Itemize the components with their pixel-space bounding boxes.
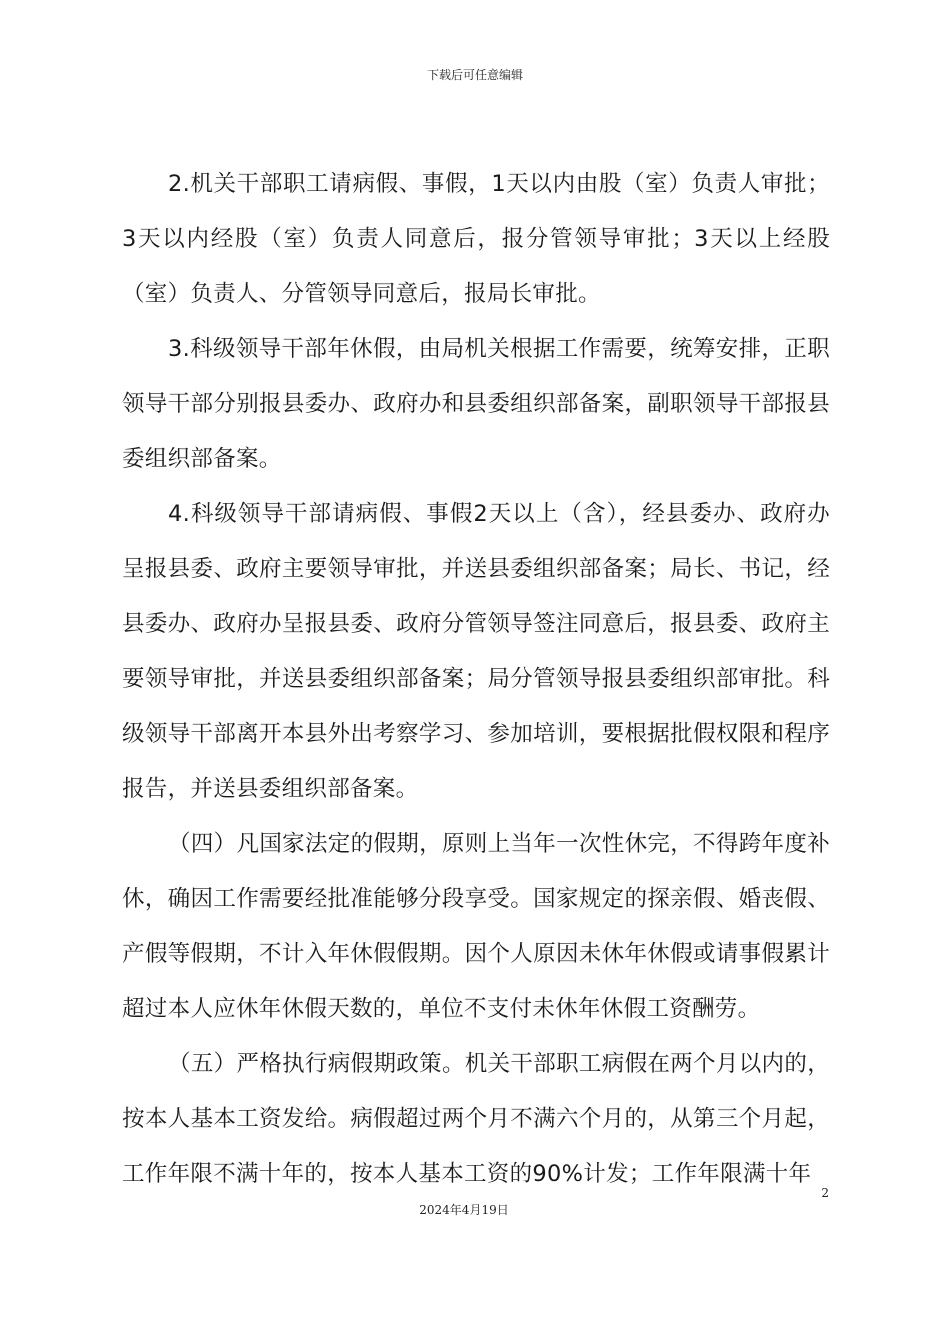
paragraph-sick-leave-approval: 2.机关干部职工请病假、事假，1天以内由股（室）负责人审批；3天以内经股（室）负责人同意后，报分管领导审批；3天以上经股（室）负责人、分管领导同意后，报局长审批。 [122, 171, 830, 307]
paragraph-leave-reporting-procedure: 4.科级领导干部请病假、事假2天以上（含），经县委办、政府办呈报县委、政府主要领导审批，并送县委组织部备案；局长、书记，经县委办、政府办呈报县委、政府分管领导签注同意后，报县委、政府主要领导审批，并送县委组织部备案；局分管领导报县委组织部审批。科级领导干部离开本县外出考察学习、参加培训，要根据批假权限和程序报告，并送县委组织部备案。 [122, 501, 830, 802]
paragraph-statutory-holidays: （四）凡国家法定的假期，原则上当年一次性休完，不得跨年度补休，确因工作需要经批准能够分段享受。国家规定的探亲假、婚丧假、产假等假期，不计入年休假假期。因个人原因未休年休假或请事假累计超过本人应休年休假天数的，单位不支付未休年休假工资酬劳。 [122, 831, 830, 1022]
document-body [122, 157, 830, 1202]
page-header: 下载后可任意编辑 [426, 68, 523, 82]
page-number: 2 [821, 1186, 829, 1200]
paragraph-sick-leave-policy: （五）严格执行病假期政策。机关干部职工病假在两个月以内的，按本人基本工资发给。病假超过两个月不满六个月的，从第三个月起，工作年限不满十年的，按本人基本工资的90%计发；工作年限满十年 [122, 1051, 830, 1187]
page-footer-date: 2024年4月19日 [419, 1203, 509, 1217]
paragraph-annual-leave-section-level: 3.科级领导干部年休假，由局机关根据工作需要，统筹安排，正职领导干部分别报县委办、政府办和县委组织部备案，副职领导干部报县委组织部备案。 [122, 336, 830, 472]
